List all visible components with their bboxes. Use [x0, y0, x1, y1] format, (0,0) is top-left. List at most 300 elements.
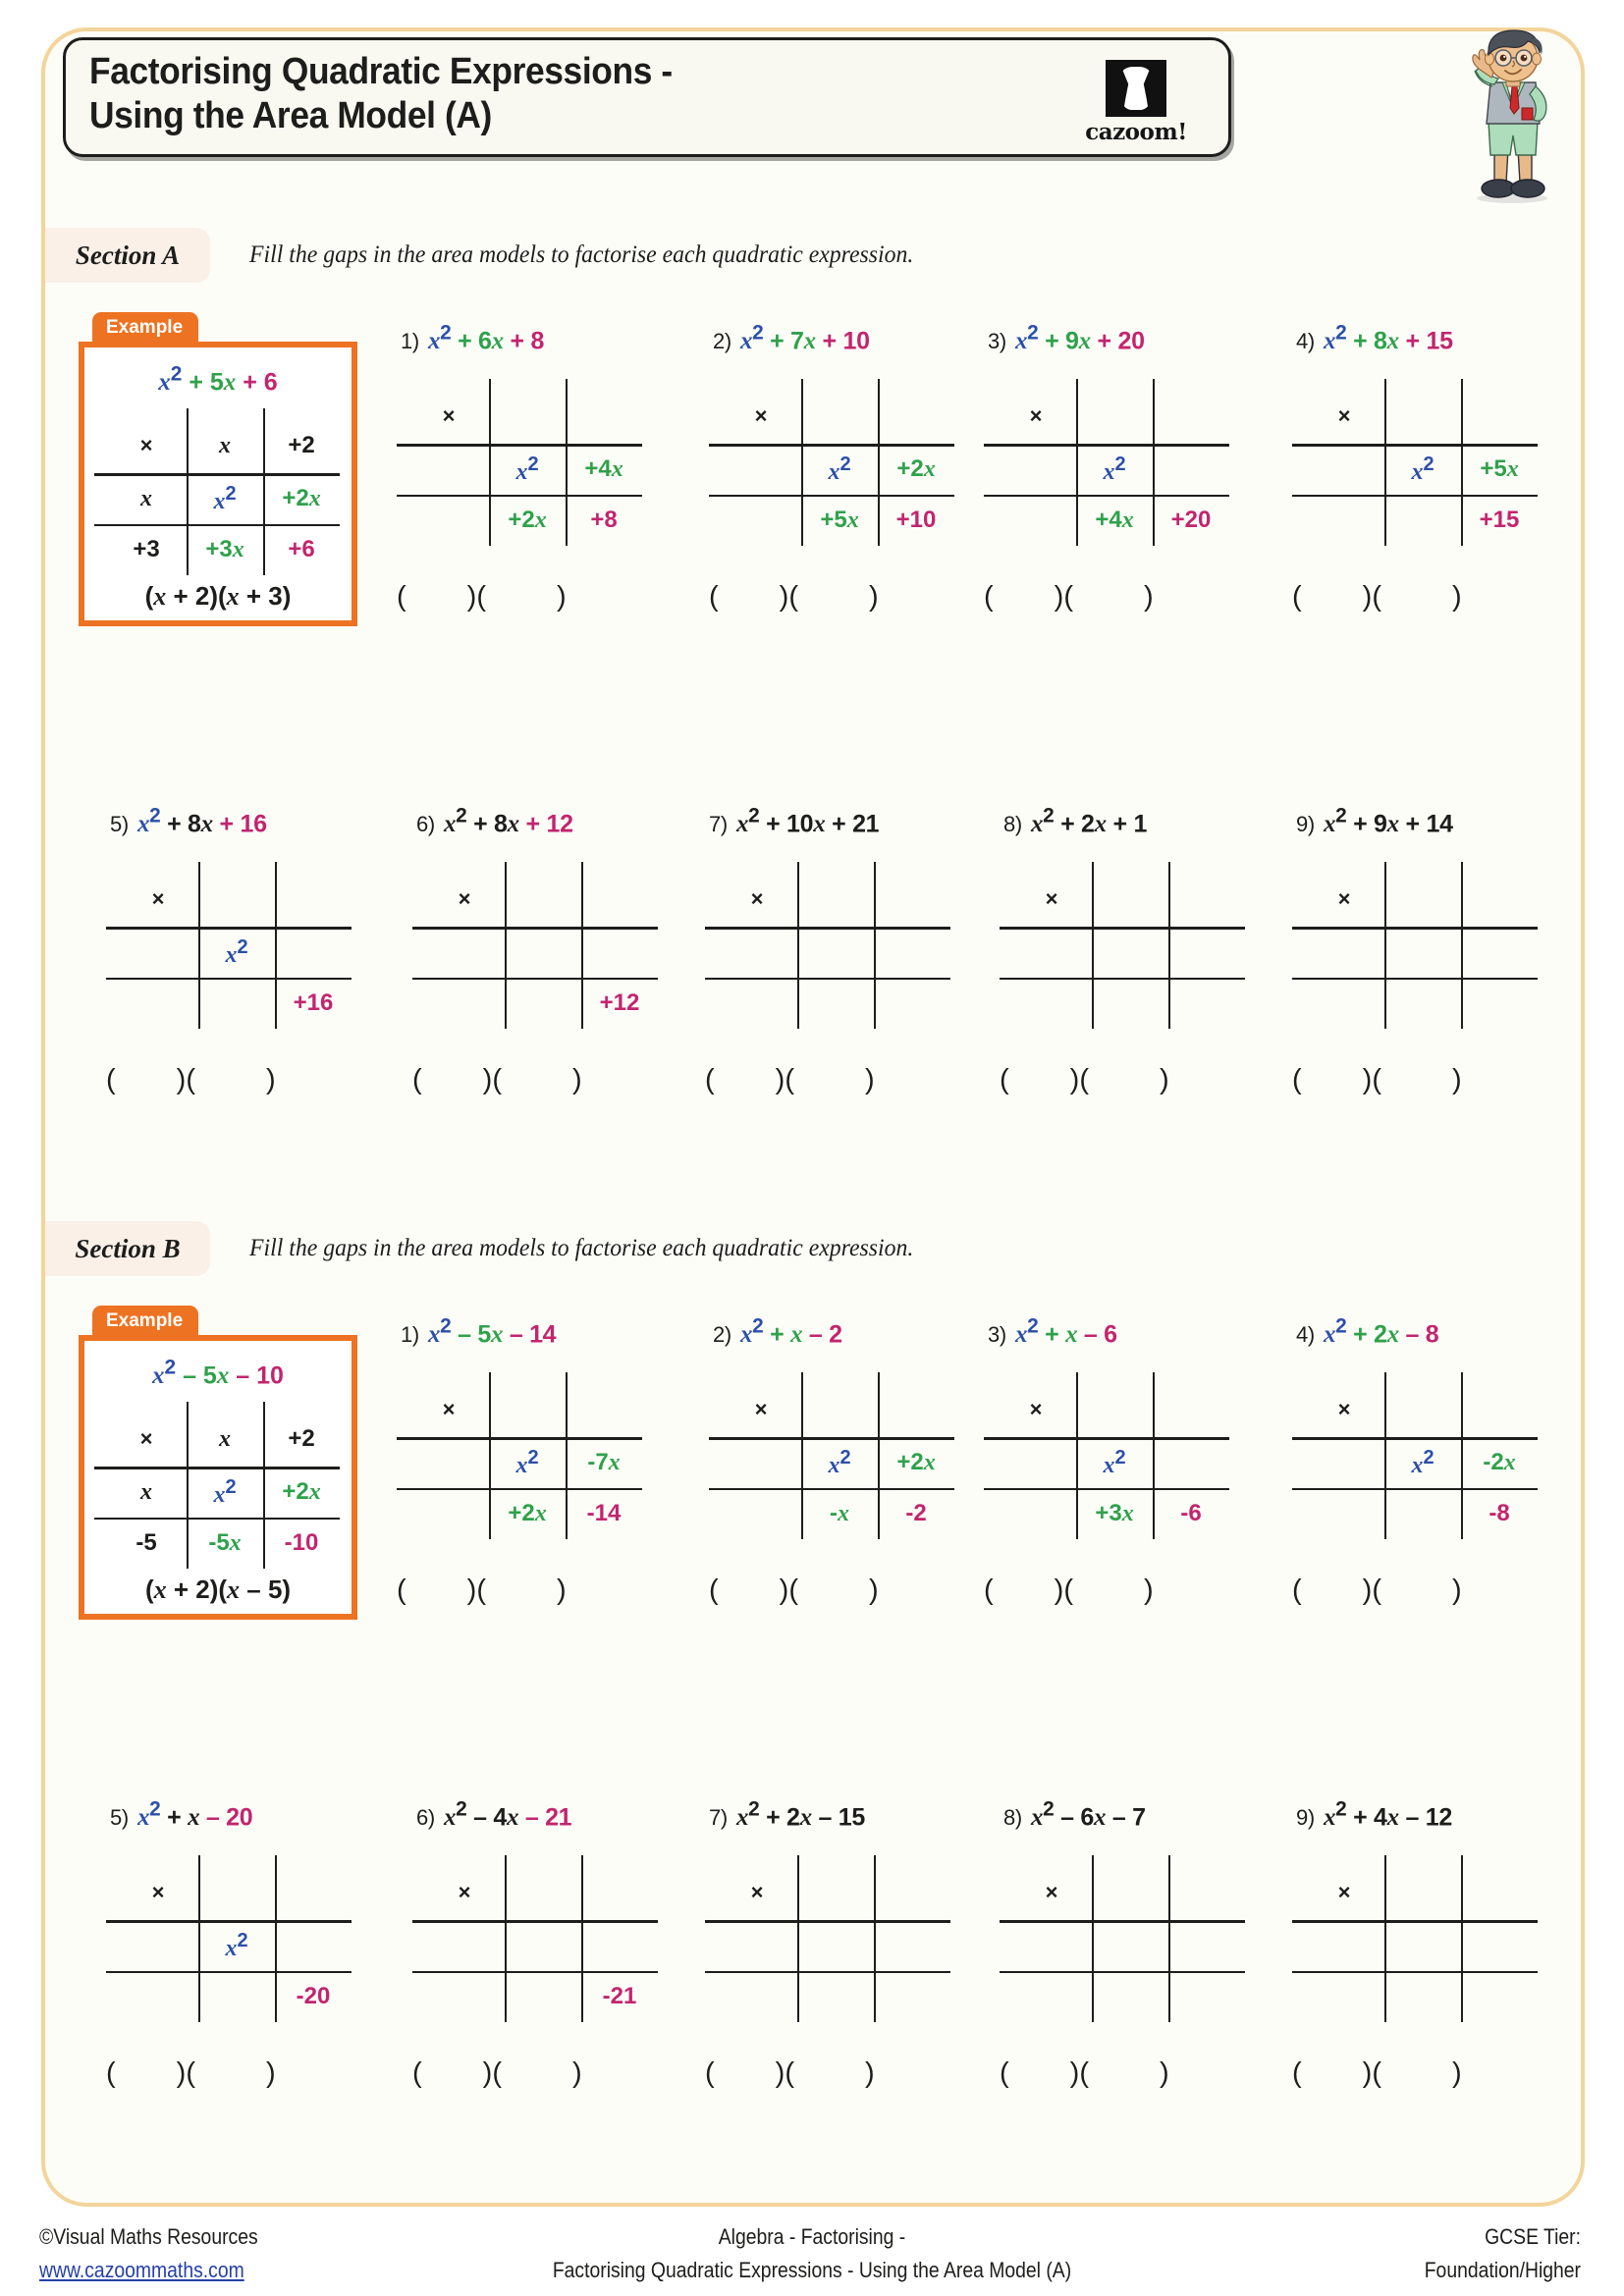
example-grid-wrap — [106, 1412, 340, 1569]
grid-cell-r1c1[interactable]: × — [754, 403, 768, 428]
grid-cell-r1c3[interactable] — [1168, 1865, 1245, 1920]
grid-cell-r2c2[interactable]: $x^2$ — [828, 453, 851, 485]
grid-cell-r3c1[interactable] — [996, 1488, 1076, 1539]
question-number: 3) — [988, 1322, 1006, 1348]
grid-cell-r1c3[interactable] — [874, 1865, 950, 1920]
example-answer: (x + 2)(x – 5) — [144, 1575, 292, 1604]
question-header: 4) $x^2 + 2x - 8$ — [1296, 1315, 1439, 1349]
grid-cell-r3c1[interactable] — [408, 1488, 489, 1539]
area-model-grid — [996, 1382, 1229, 1539]
grid-cell-r1c1[interactable]: × — [1029, 1397, 1043, 1421]
grid-cell-r1c2[interactable] — [1092, 872, 1168, 927]
grid-cell-r3c2[interactable] — [1092, 978, 1168, 1029]
question-grid-wrap — [717, 1865, 950, 2022]
grid-cell-r2c3[interactable]: +2x — [282, 485, 321, 511]
answer-blank[interactable]: ( )( ) — [106, 2057, 276, 2089]
grid-cell-r2c3[interactable]: +4x — [584, 455, 623, 482]
grid-cell-r2c1[interactable] — [408, 444, 489, 495]
question-number: 7) — [709, 812, 728, 837]
grid-cell-r3c2[interactable]: +4x — [1095, 507, 1134, 533]
question-header: 6) $x^2 - 4x - 21$ — [416, 1798, 572, 1832]
area-model-grid — [1011, 1865, 1245, 2022]
footer — [0, 2220, 1624, 2296]
grid-cell-r2c3[interactable] — [874, 1920, 950, 1971]
grid-cell-r3c2[interactable] — [1384, 1488, 1461, 1539]
grid-cell-r2c1[interactable] — [118, 1920, 198, 1971]
section-label: Section A — [45, 228, 210, 283]
grid-cell-r1c1[interactable]: × — [1337, 886, 1351, 911]
grid-cell-r2c2[interactable]: $x^2$ — [225, 935, 248, 968]
area-model-grid — [118, 1865, 352, 2022]
grid-cell-r1c2[interactable] — [489, 389, 566, 444]
grid-cell-r1c3[interactable] — [878, 1382, 954, 1437]
example-expression: $x^2 - 5x - 10$ — [152, 1357, 284, 1390]
grid-cell-r2c1[interactable] — [996, 1437, 1076, 1488]
question-number: 5) — [110, 812, 129, 837]
grid-cell-r1c2[interactable] — [489, 1382, 566, 1437]
answer-blank[interactable]: ( )( ) — [984, 1575, 1154, 1606]
grid-cell-r1c1[interactable]: × — [750, 886, 764, 911]
area-model-grid — [1011, 872, 1245, 1029]
grid-cell-r3c2[interactable]: -x — [830, 1500, 849, 1526]
grid-cell-r3c1[interactable] — [408, 495, 489, 546]
grid-cell-r3c3[interactable] — [1168, 978, 1245, 1029]
grid-cell-r3c1[interactable] — [1304, 1971, 1384, 2022]
grid-cell-r1c2[interactable]: x — [219, 1426, 231, 1452]
gcse-tier-value: Foundation/Higher — [1424, 2258, 1581, 2283]
grid-cell-r3c2[interactable]: +3x — [205, 536, 244, 562]
grid-cell-r3c3[interactable]: +15 — [1479, 507, 1520, 533]
answer-blank[interactable]: ( )( ) — [397, 1575, 567, 1606]
area-model-grid — [1304, 1865, 1538, 2022]
question-grid-wrap — [1304, 1382, 1538, 1539]
grid-cell-r2c3[interactable]: +2x — [282, 1478, 321, 1505]
question-number: 3) — [988, 329, 1006, 354]
grid-cell-r1c3[interactable] — [566, 1382, 642, 1437]
grid-cell-r3c1[interactable] — [996, 495, 1076, 546]
grid-cell-r3c3[interactable]: -6 — [1180, 1500, 1202, 1526]
grid-cell-r3c1[interactable] — [424, 978, 505, 1029]
grid-cell-r2c1[interactable] — [1011, 927, 1092, 978]
grid-cell-r1c3[interactable] — [1153, 389, 1229, 444]
grid-cell-r1c3[interactable] — [581, 1865, 658, 1920]
grid-cell-r3c3[interactable] — [1461, 978, 1538, 1029]
footer-topic-line-1: Algebra - Factorising - — [718, 2224, 906, 2249]
grid-cell-r3c3[interactable]: -14 — [586, 1500, 622, 1526]
grid-cell-r1c1[interactable]: × — [1045, 886, 1058, 911]
grid-cell-r2c2[interactable] — [1384, 1920, 1461, 1971]
question-number: 4) — [1296, 329, 1315, 354]
grid-cell-r1c2[interactable] — [1384, 872, 1461, 927]
question-grid-wrap — [1011, 872, 1245, 1029]
question-number: 9) — [1296, 1805, 1315, 1831]
answer-blank[interactable]: ( )( ) — [1292, 2057, 1462, 2089]
question-number: 2) — [713, 1322, 731, 1348]
question-header: 1) $x^2 - 5x - 14$ — [401, 1315, 557, 1349]
grid-cell-r1c1[interactable]: × — [1337, 1397, 1351, 1421]
answer-blank[interactable]: ( )( ) — [1292, 1575, 1462, 1606]
grid-cell-r1c1[interactable]: × — [1337, 1880, 1351, 1904]
grid-cell-r1c2[interactable] — [797, 1865, 874, 1920]
grid-cell-r2c2[interactable] — [1384, 927, 1461, 978]
grid-cell-r3c2[interactable] — [505, 1971, 581, 2022]
example-body — [79, 342, 357, 626]
grid-cell-r3c2[interactable] — [797, 1971, 874, 2022]
grid-cell-r1c3[interactable] — [1461, 389, 1538, 444]
grid-cell-r1c2[interactable] — [1076, 1382, 1153, 1437]
title-box — [63, 37, 1231, 157]
question-grid-wrap — [1304, 389, 1538, 546]
grid-cell-r2c1[interactable] — [1304, 1920, 1384, 1971]
grid-cell-r1c2[interactable] — [198, 1865, 275, 1920]
area-model-grid — [424, 872, 658, 1029]
grid-cell-r3c3[interactable]: -20 — [296, 1983, 331, 2009]
grid-cell-r2c3[interactable] — [1168, 927, 1245, 978]
question-grid-wrap — [408, 389, 642, 546]
grid-cell-r2c1[interactable] — [1304, 927, 1384, 978]
grid-cell-r1c1[interactable]: × — [139, 1426, 153, 1451]
grid-cell-r1c1[interactable]: × — [1045, 1880, 1058, 1904]
area-model-grid — [106, 1412, 340, 1569]
answer-blank[interactable]: ( )( ) — [709, 581, 879, 613]
area-model-grid — [106, 418, 340, 575]
grid-cell-r3c3[interactable]: +8 — [590, 507, 618, 533]
grid-cell-r2c2[interactable]: $x^2$ — [1411, 1446, 1435, 1478]
grid-cell-r3c3[interactable]: -21 — [602, 1983, 637, 2009]
cazoom-website-link[interactable]: www.cazoommaths.com — [39, 2258, 244, 2283]
grid-cell-r1c2[interactable] — [1076, 389, 1153, 444]
grid-cell-r3c1[interactable] — [717, 1971, 797, 2022]
grid-cell-r1c3[interactable] — [874, 872, 950, 927]
grid-cell-r1c1[interactable]: × — [151, 1880, 165, 1904]
question-header: 9) $x^2 + 4x - 12$ — [1296, 1798, 1452, 1832]
grid-cell-r1c1[interactable]: × — [139, 433, 153, 457]
grid-cell-r3c2[interactable]: +2x — [508, 1500, 547, 1526]
answer-blank[interactable]: ( )( ) — [397, 581, 567, 613]
grid-cell-r2c3[interactable] — [581, 927, 658, 978]
grid-cell-r3c3[interactable] — [874, 978, 950, 1029]
footer-right — [1403, 2220, 1581, 2287]
grid-cell-r3c1[interactable] — [1304, 1488, 1384, 1539]
grid-cell-r3c2[interactable] — [1092, 1971, 1168, 2022]
grid-cell-r2c1[interactable]: x — [140, 1479, 152, 1505]
grid-cell-r3c2[interactable] — [797, 978, 874, 1029]
grid-cell-r1c3[interactable] — [1461, 1865, 1538, 1920]
grid-cell-r3c1[interactable] — [721, 1488, 801, 1539]
example-grid-wrap — [106, 418, 340, 575]
grid-cell-r2c1[interactable] — [424, 1920, 505, 1971]
grid-cell-r3c1[interactable] — [717, 978, 797, 1029]
grid-cell-r1c3[interactable] — [566, 389, 642, 444]
grid-cell-r2c3[interactable] — [1461, 1920, 1538, 1971]
area-model-grid — [1304, 389, 1538, 546]
question-header: 9) $x^2 + 9x + 14$ — [1296, 805, 1453, 838]
grid-cell-r2c2[interactable] — [797, 1920, 874, 1971]
logo-wordmark: cazoom! — [1085, 119, 1187, 145]
grid-cell-r3c1[interactable]: +3 — [133, 536, 160, 562]
gcse-tier-label: GCSE Tier: — [1485, 2224, 1581, 2249]
grid-cell-r1c2[interactable] — [797, 872, 874, 927]
area-model-grid — [721, 389, 954, 546]
question-grid-wrap — [424, 872, 658, 1029]
grid-cell-r3c3[interactable] — [874, 1971, 950, 2022]
grid-cell-r2c3[interactable]: -7x — [587, 1449, 621, 1475]
grid-cell-r2c1[interactable] — [1011, 1920, 1092, 1971]
grid-cell-r1c3[interactable] — [275, 872, 352, 927]
answer-blank[interactable]: ( )( ) — [1292, 1064, 1462, 1095]
grid-cell-r1c3[interactable] — [1153, 1382, 1229, 1437]
grid-cell-r3c3[interactable]: +20 — [1170, 507, 1212, 533]
area-model-grid — [408, 1382, 642, 1539]
cazoom-logo — [1073, 60, 1199, 150]
footer-topic-line-2: Factorising Quadratic Expressions - Using the Area Model (A) — [552, 2258, 1072, 2283]
grid-cell-r2c2[interactable] — [1092, 927, 1168, 978]
grid-cell-r2c1[interactable] — [1304, 1437, 1384, 1488]
area-model-grid — [424, 1865, 658, 2022]
hourglass-drum-icon — [1106, 60, 1166, 117]
grid-cell-r1c3[interactable] — [1461, 1382, 1538, 1437]
grid-cell-r1c2[interactable] — [1384, 389, 1461, 444]
grid-cell-r2c2[interactable]: $x^2$ — [828, 1446, 851, 1478]
footer-middle — [0, 2220, 1624, 2287]
section-instruction: Fill the gaps in the area models to factorise each quadratic expression. — [249, 1235, 914, 1261]
grid-cell-r2c1[interactable] — [424, 927, 505, 978]
grid-cell-r1c1[interactable]: × — [1337, 403, 1351, 428]
grid-cell-r2c1[interactable] — [996, 444, 1076, 495]
question-header: 7) $x^2 + 2x - 15$ — [709, 1798, 865, 1832]
answer-blank[interactable]: ( )( ) — [106, 1064, 276, 1095]
section-label: Section B — [45, 1221, 210, 1276]
grid-cell-r2c2[interactable] — [505, 927, 581, 978]
grid-cell-r3c2[interactable]: +3x — [1095, 1500, 1134, 1526]
question-number: 5) — [110, 1805, 129, 1831]
question-grid-wrap — [408, 1382, 642, 1539]
grid-cell-r3c3[interactable] — [1168, 1971, 1245, 2022]
grid-cell-r2c2[interactable]: $x^2$ — [1103, 453, 1126, 485]
answer-blank[interactable]: ( )( ) — [705, 1064, 875, 1095]
grid-cell-r2c3[interactable] — [874, 927, 950, 978]
grid-cell-r2c1[interactable] — [118, 927, 198, 978]
question-number: 1) — [401, 329, 419, 354]
title-line-1: Factorising Quadratic Expressions - — [89, 51, 673, 92]
grid-cell-r3c1[interactable] — [1011, 978, 1092, 1029]
question-grid-wrap — [996, 389, 1229, 546]
area-model-grid — [1304, 872, 1538, 1029]
grid-cell-r1c3[interactable] — [275, 1865, 352, 1920]
question-header: 5) $x^2 + x - 20$ — [110, 1798, 253, 1832]
grid-cell-r2c2[interactable]: $x^2$ — [213, 1475, 237, 1508]
question-header: 8) $x^2 + 2x + 1$ — [1003, 805, 1148, 838]
area-model-grid — [1304, 1382, 1538, 1539]
grid-cell-r2c1[interactable]: x — [140, 486, 152, 511]
question-number: 8) — [1003, 1805, 1022, 1831]
grid-cell-r3c2[interactable]: -5x — [208, 1529, 242, 1556]
grid-cell-r1c1[interactable]: × — [1029, 403, 1043, 428]
grid-cell-r2c3[interactable]: -2x — [1483, 1449, 1516, 1475]
grid-cell-r2c3[interactable] — [1153, 1437, 1229, 1488]
question-header: 7) $x^2 + 10x + 21$ — [709, 805, 880, 838]
grid-cell-r1c3[interactable] — [878, 389, 954, 444]
grid-cell-r2c1[interactable] — [717, 927, 797, 978]
grid-cell-r3c1[interactable] — [1304, 495, 1384, 546]
grid-cell-r2c3[interactable] — [275, 1920, 352, 1971]
question-header: 4) $x^2 + 8x + 15$ — [1296, 322, 1453, 355]
grid-cell-r1c3[interactable] — [581, 872, 658, 927]
grid-cell-r1c2[interactable] — [198, 872, 275, 927]
answer-blank[interactable]: ( )( ) — [1292, 581, 1462, 613]
grid-cell-r2c1[interactable] — [721, 1437, 801, 1488]
answer-blank[interactable]: ( )( ) — [705, 2057, 875, 2089]
question-number: 7) — [709, 1805, 728, 1831]
grid-cell-r2c3[interactable]: +5x — [1480, 455, 1519, 482]
grid-cell-r2c3[interactable] — [1168, 1920, 1245, 1971]
grid-cell-r3c1[interactable] — [424, 1971, 505, 2022]
grid-cell-r3c1[interactable] — [1304, 978, 1384, 1029]
copyright-text: ©Visual Maths Resources — [39, 2224, 258, 2249]
grid-cell-r1c1[interactable]: × — [750, 1880, 764, 1904]
grid-cell-r3c1[interactable] — [118, 978, 198, 1029]
question-header: 2) $x^2 + x - 2$ — [713, 1315, 842, 1349]
example-body — [79, 1335, 357, 1620]
example-tab: Example — [92, 1306, 198, 1337]
grid-cell-r2c2[interactable] — [797, 927, 874, 978]
question-number: 4) — [1296, 1322, 1315, 1348]
grid-cell-r3c2[interactable] — [505, 978, 581, 1029]
grid-cell-r3c3[interactable]: -2 — [905, 1500, 927, 1526]
question-grid-wrap — [118, 872, 352, 1029]
grid-cell-r3c3[interactable] — [1461, 1971, 1538, 2022]
grid-cell-r3c1[interactable] — [118, 1971, 198, 2022]
section-header-1 — [45, 228, 1420, 283]
answer-blank[interactable]: ( )( ) — [1000, 1064, 1169, 1095]
grid-cell-r2c2[interactable]: $x^2$ — [515, 1446, 539, 1478]
grid-cell-r1c2[interactable] — [801, 1382, 878, 1437]
example-expression: $x^2 + 5x + 6$ — [158, 363, 278, 397]
grid-cell-r2c3[interactable] — [581, 1920, 658, 1971]
grid-cell-r1c1[interactable]: × — [458, 1880, 471, 1904]
grid-cell-r3c2[interactable] — [198, 1971, 275, 2022]
grid-cell-r1c1[interactable]: × — [151, 886, 165, 911]
answer-blank[interactable]: ( )( ) — [412, 1064, 582, 1095]
title-line-2: Using the Area Model (A) — [89, 94, 492, 136]
grid-cell-r2c3[interactable]: +2x — [896, 455, 936, 482]
question-number: 2) — [713, 329, 731, 354]
grid-cell-r3c3[interactable]: +16 — [293, 989, 334, 1016]
grid-cell-r1c1[interactable]: × — [442, 403, 456, 428]
grid-cell-r2c1[interactable] — [408, 1437, 489, 1488]
answer-blank[interactable]: ( )( ) — [709, 1575, 879, 1606]
answer-blank[interactable]: ( )( ) — [984, 581, 1154, 613]
question-header: 1) $x^2 + 6x + 8$ — [401, 322, 545, 355]
grid-cell-r2c3[interactable] — [1461, 927, 1538, 978]
area-model-grid — [721, 1382, 954, 1539]
grid-cell-r2c3[interactable]: +2x — [896, 1449, 936, 1475]
grid-cell-r3c2[interactable] — [1384, 1971, 1461, 2022]
grid-cell-r1c1[interactable]: × — [442, 1397, 456, 1421]
grid-cell-r3c2[interactable] — [1384, 495, 1461, 546]
grid-cell-r3c3[interactable]: -10 — [284, 1529, 319, 1556]
grid-cell-r3c3[interactable]: +10 — [895, 507, 937, 533]
grid-cell-r1c1[interactable]: × — [754, 1397, 768, 1421]
question-number: 1) — [401, 1322, 419, 1348]
grid-cell-r1c3[interactable] — [1168, 872, 1245, 927]
question-header: 6) $x^2 + 8x + 12$ — [416, 805, 573, 838]
answer-blank[interactable]: ( )( ) — [1000, 2057, 1169, 2089]
grid-cell-r2c1[interactable] — [1304, 444, 1384, 495]
question-header: 2) $x^2 + 7x + 10$ — [713, 322, 870, 355]
grid-cell-r1c3[interactable]: +2 — [288, 432, 315, 458]
grid-cell-r3c2[interactable]: +2x — [508, 507, 547, 533]
question-number: 6) — [416, 812, 435, 837]
grid-cell-r2c2[interactable]: $x^2$ — [515, 453, 539, 485]
area-model-grid — [717, 872, 950, 1029]
area-model-grid — [408, 389, 642, 546]
grid-cell-r2c3[interactable] — [1153, 444, 1229, 495]
question-grid-wrap — [721, 1382, 954, 1539]
grid-cell-r3c2[interactable]: +5x — [820, 507, 859, 533]
grid-cell-r1c1[interactable]: × — [458, 886, 471, 911]
grid-cell-r2c2[interactable]: $x^2$ — [213, 482, 237, 514]
question-number: 6) — [416, 1805, 435, 1831]
grid-cell-r1c3[interactable]: +2 — [288, 1425, 315, 1452]
grid-cell-r1c2[interactable] — [1092, 1865, 1168, 1920]
grid-cell-r1c3[interactable] — [1461, 872, 1538, 927]
question-grid-wrap — [118, 1865, 352, 2022]
question-grid-wrap — [424, 1865, 658, 2022]
grid-cell-r2c2[interactable] — [505, 1920, 581, 1971]
section-instruction: Fill the gaps in the area models to factorise each quadratic expression. — [249, 241, 914, 268]
grid-cell-r2c2[interactable] — [1092, 1920, 1168, 1971]
grid-cell-r3c2[interactable] — [1384, 978, 1461, 1029]
grid-cell-r3c1[interactable] — [721, 495, 801, 546]
question-header: 5) $x^2 + 8x + 16$ — [110, 805, 267, 838]
grid-cell-r1c2[interactable] — [1384, 1865, 1461, 1920]
grid-cell-r2c1[interactable] — [717, 1920, 797, 1971]
grid-cell-r2c3[interactable] — [275, 927, 352, 978]
question-header: 8) $x^2 - 6x - 7$ — [1003, 1798, 1146, 1832]
question-grid-wrap — [996, 1382, 1229, 1539]
question-grid-wrap — [721, 389, 954, 546]
grid-cell-r3c3[interactable]: -8 — [1489, 1500, 1510, 1526]
section-header-2 — [45, 1221, 1420, 1276]
grid-cell-r3c2[interactable] — [198, 978, 275, 1029]
grid-cell-r3c1[interactable] — [1011, 1971, 1092, 2022]
grid-cell-r3c3[interactable]: +6 — [288, 536, 315, 562]
question-grid-wrap — [1304, 872, 1538, 1029]
question-number: 8) — [1003, 812, 1022, 837]
grid-cell-r2c2[interactable]: $x^2$ — [1411, 453, 1435, 485]
answer-blank[interactable]: ( )( ) — [412, 2057, 582, 2089]
grid-cell-r2c2[interactable]: $x^2$ — [1103, 1446, 1126, 1478]
grid-cell-r3c3[interactable]: +12 — [599, 989, 640, 1016]
grid-cell-r2c2[interactable]: $x^2$ — [225, 1929, 248, 1961]
question-header: 3) $x^2 + x - 6$ — [988, 1315, 1117, 1349]
grid-cell-r1c2[interactable]: x — [219, 433, 231, 458]
grid-cell-r1c2[interactable] — [505, 1865, 581, 1920]
grid-cell-r3c1[interactable]: -5 — [135, 1529, 157, 1556]
area-model-grid — [996, 389, 1229, 546]
page-title — [89, 50, 893, 138]
example-tab: Example — [92, 312, 198, 344]
question-number: 9) — [1296, 812, 1315, 837]
grid-cell-r1c2[interactable] — [505, 872, 581, 927]
area-model-grid — [118, 872, 352, 1029]
grid-cell-r2c1[interactable] — [721, 444, 801, 495]
question-grid-wrap — [717, 872, 950, 1029]
grid-cell-r1c2[interactable] — [801, 389, 878, 444]
grid-cell-r1c2[interactable] — [1384, 1382, 1461, 1437]
schoolboy-waving-icon — [1451, 26, 1569, 204]
